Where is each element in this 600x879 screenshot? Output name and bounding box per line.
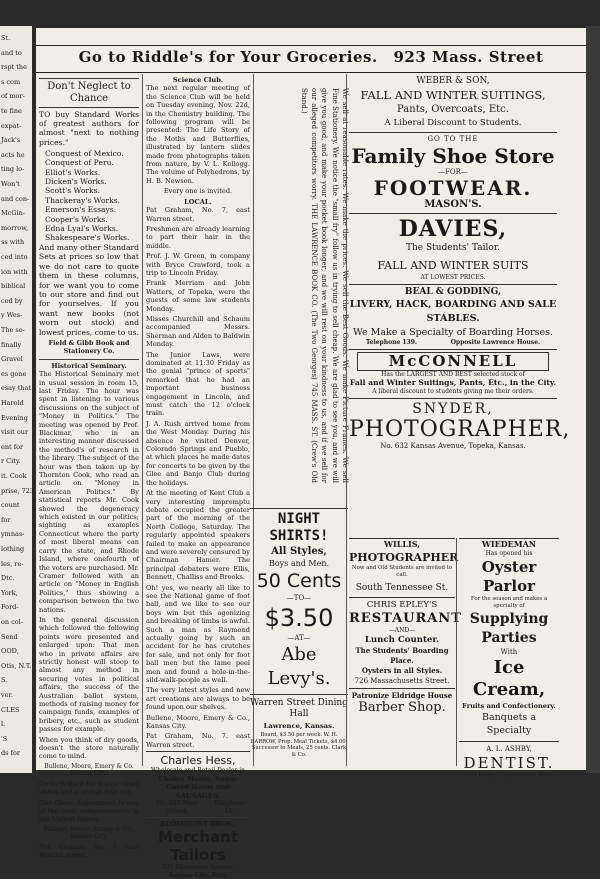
left-page-fragment: les, re- bbox=[1, 559, 24, 568]
left-page-fragment: of mor- bbox=[1, 92, 25, 101]
dentist-addr: Over Dailey's Queensware Store. bbox=[463, 771, 555, 778]
local-item: Pat Graham, No. 7, east Warren street. bbox=[146, 206, 250, 223]
lawrence-book-co-ad: We sell at reasonable rates. We make the prices. We sell the Best Goods. We make Picture Frames. We sell Fine Stationery. We notice the "small fry" follow us in trying to sell cheap. We are glad to see you, and we will give you good, and make your pocket book longer; and we will rest on your kindness to us, and if we sell for our alleged competitors worry. THE LAWRENCE BOOK CO. (The Two Georges) 745 MASS. ST. (Crew's Old Stand.) bbox=[299, 88, 349, 483]
students-tailor: The Students' Tailor. bbox=[405, 243, 501, 253]
fruits-line: Fruits and Confectionery. bbox=[462, 701, 556, 710]
davies-ad bbox=[349, 213, 557, 282]
left-page-fragment: Dtc. bbox=[1, 574, 15, 583]
epley-name: CHRIS EPLEY'S bbox=[349, 597, 455, 611]
beal-name: BEAL & GODDING, bbox=[404, 287, 502, 297]
left-page-fragment: s com bbox=[1, 77, 21, 86]
ad-glove-sig: Bullene, Moore, Emery & Co., Kansas City. bbox=[43, 825, 135, 841]
dining-city: Lawrence, Kansas. bbox=[263, 722, 335, 730]
column-divider-3 bbox=[346, 74, 347, 766]
photographer-title: PHOTOGRAPHER, bbox=[349, 416, 571, 442]
book-binding-edge bbox=[586, 26, 600, 773]
boys-men: Boys and Men. bbox=[268, 559, 330, 568]
pants-line: Pants, Overcoats, Etc. bbox=[397, 104, 509, 115]
banner-top-rule bbox=[36, 45, 586, 46]
banner-bottom-rule bbox=[36, 72, 586, 73]
merchant-addr: 537 Minnesota Avenue, bbox=[162, 864, 234, 872]
science-end: Every one is invited. bbox=[163, 187, 233, 196]
column-divider-1 bbox=[142, 74, 143, 766]
mass-street: 726 Massachusetts Street. bbox=[354, 677, 450, 685]
newspaper-page bbox=[36, 28, 586, 879]
weber-name: WEBER & SON, bbox=[416, 76, 490, 86]
blomquist-ad bbox=[146, 820, 250, 879]
left-page-fragment: ver. bbox=[1, 691, 13, 699]
left-page-fragment: Jack's bbox=[1, 136, 21, 145]
ashby-name: A. L. ASHBY, bbox=[459, 741, 559, 754]
opened-label: Has opened his bbox=[485, 550, 533, 557]
book-title: Dicken's Works. bbox=[45, 177, 107, 187]
oysters-line: Oysters in all Styles. bbox=[361, 666, 443, 675]
local-item: Misses Churchill and Schaum accompanied Messrs. Sherman and Alden to Baldwin Monday. bbox=[146, 314, 250, 349]
mcconnell-note: A liberal discount to students giving me their orders. bbox=[372, 388, 534, 395]
left-page-fragment: acts he bbox=[1, 150, 25, 159]
local-items bbox=[146, 206, 250, 749]
column-local-news bbox=[146, 76, 250, 879]
left-page-fragment: count bbox=[1, 501, 20, 510]
ad-willard: Go to Willard for a nice clean shave and a stylish hair cut. bbox=[39, 779, 139, 797]
dining-hall: Warren Street Dining Hall bbox=[250, 694, 348, 720]
patronize-label: Patronize Eldridge House bbox=[349, 688, 455, 700]
local-item: Frank Merriam and John Watters, of Topeka, were the guests of some law students Monday. bbox=[146, 279, 250, 313]
telephone-label: Telephone 139. bbox=[365, 339, 417, 346]
restaurant-title: RESTAURANT bbox=[349, 611, 462, 626]
previous-page-edge bbox=[0, 26, 35, 773]
left-page-fragment: biblical bbox=[1, 282, 26, 291]
book-title: Shakespeare's Works. bbox=[45, 233, 130, 243]
south-tennessee: South Tennessee St. bbox=[355, 583, 449, 593]
livery-line: LIVERY, HACK, BOARDING AND SALE STABLES. bbox=[349, 299, 557, 324]
merchant-city: Kansas City, Kan. bbox=[168, 871, 228, 879]
grocery-banner bbox=[36, 48, 586, 72]
books-list bbox=[39, 149, 139, 243]
weber-ad bbox=[349, 76, 557, 129]
local-item: J. A. Rush arrived home from the West Monday. During his absence he visited Denver, Colorado Springs and Pueblo, at which places he made dates for concerts to be given by the Glee and Banjo Club during the holidays. bbox=[146, 419, 250, 487]
at-label: —AT— bbox=[287, 634, 311, 642]
willis-photographer: PHOTOGRAPHER bbox=[349, 551, 459, 564]
wiedeman-name: WIEDEMAN bbox=[481, 539, 537, 549]
left-page-fragment: prise, 723 bbox=[1, 486, 35, 495]
left-page-fragment: and con- bbox=[1, 194, 30, 203]
left-page-fragment: on col- bbox=[1, 618, 23, 626]
left-page-fragment: St. bbox=[1, 34, 11, 42]
left-page-fragment: Gravel bbox=[1, 355, 23, 364]
local-item: Prof. J. W. Green, in company with Bryce Crawford, took a trip to Lincoln Friday. bbox=[146, 252, 250, 277]
local-item: The very latest styles and new art creations are always to be found upon our shelves. bbox=[146, 686, 250, 712]
all-styles: All Styles, bbox=[271, 546, 327, 557]
footwear: FOOTWEAR. bbox=[373, 176, 533, 200]
left-page-fragment: es gone bbox=[1, 369, 27, 378]
hess-line: Choice Meats, Sugar Cured Hams and SAUSAGES, bbox=[158, 774, 238, 800]
left-page-fragment: ss with bbox=[1, 238, 25, 247]
left-page-fragment: lothing bbox=[1, 545, 25, 553]
book-title: Conquest of Mexico. bbox=[45, 148, 124, 158]
mcconnell-line: Fall and Winter Suitings, Pants, Etc., in the City. bbox=[349, 378, 557, 387]
local-heading: LOCAL. bbox=[184, 197, 212, 206]
column-divider-4 bbox=[456, 538, 457, 766]
mcconnell-sub: Has the LARGEST AND BEST selected stock of bbox=[381, 370, 525, 378]
left-page-fragment: ting lo- bbox=[1, 165, 25, 174]
lunch-counter: Lunch Counter. bbox=[364, 635, 440, 645]
snyder-ad bbox=[349, 398, 571, 451]
local-item: The Junior Laws, were dominated at 11:30 Friday as the genial "prince of sports" remarked that he had an important business engagement in Lincoln, and must catch the 12 o'clock train. bbox=[146, 350, 250, 418]
left-page-fragment: te fine bbox=[1, 107, 22, 115]
mcconnell-ad bbox=[349, 349, 557, 396]
price-50: 50 Cents bbox=[256, 570, 342, 592]
oyster-parlor: Oyster Parlor bbox=[481, 557, 537, 595]
hess-sub: Wholesale and Retail Dealer in bbox=[150, 767, 246, 775]
left-page-fragment: rspt the bbox=[1, 63, 27, 72]
book-title: Edna Lyal's Works. bbox=[45, 224, 119, 234]
left-page-fragment: it. Cook bbox=[1, 472, 27, 480]
snyder-name: SNYDER, bbox=[412, 400, 494, 417]
ad-glove: Our Glove department is one of the most comprehensive in the United States. bbox=[39, 798, 139, 824]
family-shoe-store: Family Shoe Store bbox=[351, 144, 555, 168]
dining-fine-print: Board, $3.50 per week. W. H. BARROW, Prop. Meal Tickets, $4.00. Successor to Meals, 25 cents. Clark & Co. bbox=[250, 732, 348, 758]
left-page-fragment: 'S bbox=[1, 734, 8, 743]
dentist-title: DENTIST. bbox=[463, 753, 555, 772]
fall-winter-suits: FALL AND WINTER SUITS bbox=[377, 259, 529, 272]
local-item: Freshmen are already learning to part their hair in the middle. bbox=[146, 224, 250, 250]
books-closing: And many other Standard Sets at prices so low that we do not care to quote them in these columns, for we want you to come to our store and find out for yourselves. If you want new books (not worn out stock) and lowest prices, come to us. bbox=[39, 242, 139, 337]
abe-levys: Abe Levy's. bbox=[267, 644, 331, 689]
seminary-heading: Historical Seminary. bbox=[39, 359, 139, 370]
beal-godding-ad bbox=[349, 284, 557, 347]
seminary-text-2: In the general discussion which followed the following points were presented and enlarged upon: That men who in private affairs are strictly honest will stoop to almost any method in securing votes in political affairs, the success of the Australian ballot system, methods of raising money for campaign funds, examples of bribery, etc., such as student passes for example. bbox=[39, 615, 139, 734]
left-page-fragment: ced by bbox=[1, 296, 23, 305]
book-title: Elliot's Works. bbox=[45, 167, 101, 177]
left-page-fragment: and to bbox=[1, 48, 22, 57]
night-shirts: NIGHT SHIRTS! bbox=[269, 511, 329, 544]
left-page-fragment: r City. bbox=[1, 457, 21, 466]
willis-note: Now and Old Students are invited to call. bbox=[351, 565, 453, 578]
book-title: Emerson's Essays. bbox=[45, 205, 117, 215]
books-intro: TO buy Standard Works of greatest authors for almost "next to nothing prices." bbox=[39, 110, 139, 147]
willis-name: WILLIS, bbox=[384, 539, 420, 549]
left-page-fragment: ymnas- bbox=[1, 530, 25, 539]
hess-ad bbox=[146, 751, 250, 818]
column-willis bbox=[349, 538, 462, 766]
left-page-fragment: ent for bbox=[1, 442, 24, 451]
shoe-store-ad bbox=[349, 132, 557, 211]
column-books bbox=[39, 76, 139, 860]
discount-line: A Liberal Discount to Students. bbox=[384, 118, 522, 128]
left-page-fragment: esay that bbox=[1, 384, 32, 393]
local-item: At the meeting of Kent Club a very interesting impromptu debate occupied the greater part of the morning of the North College, Saturday. The regularly appointed speakers failed to make an appearance and were severely censured by Chairman Hamer. The principal debaters were Ellis, Bennett, Challiss and Brooks. bbox=[146, 489, 250, 582]
hess-name: Charles Hess, bbox=[160, 754, 236, 768]
science-text: The next regular meeting of the Science Club will be held on Tuesday evening, Nov. 22d, in the Chemistry building. The following program will be presented: The Life Story of the Moths and Butterflies, illustrated by lantern slides made from photographs taken from nature, by V. L. Kellogg. The volume of Polyhedrons, by H. B. Newson. bbox=[146, 84, 250, 185]
local-item: Oh! yes, we nearly all like to see the National game of foot ball, and we like to see our boys win but this agonizing and breaking of limbs is awful. Such a man as Raymond actually going by such an accident for he has crutches for sale, and not only for foot ball men but the lame peel men and found a hole-in-the-sild-walk-people as well. bbox=[146, 583, 250, 685]
to-label: —TO— bbox=[286, 594, 312, 602]
left-page-fragment: l. bbox=[1, 720, 6, 729]
science-heading: Science Club. bbox=[172, 76, 224, 84]
column-wiedeman bbox=[459, 538, 559, 778]
left-page-fragment: Ford- bbox=[1, 603, 19, 612]
dont-neglect-heading: Don't Neglect to Chance bbox=[39, 78, 139, 108]
local-item: Pat Graham, No. 7. east Warren street. bbox=[146, 732, 250, 749]
opposite-label: Opposite Lawrence House. bbox=[450, 339, 541, 346]
left-page-fragment: York, bbox=[1, 588, 18, 597]
snyder-address: No. 632 Kansas Avenue, Topeka, Kansas. bbox=[380, 441, 526, 450]
left-page-fragment: The so- bbox=[1, 326, 25, 334]
left-page-fragment: visit our bbox=[1, 428, 29, 437]
left-page-fragment: S. bbox=[1, 676, 8, 685]
left-page-fragment: ds for bbox=[1, 749, 20, 758]
oyster-note: For the season and makes a specialty of bbox=[470, 595, 548, 609]
firm-name: Field & Gibb Book and Stationery Co. bbox=[48, 338, 130, 356]
specialty-line: We Make a Specialty of Boarding Horses. bbox=[352, 327, 554, 338]
left-page-fragment: Evening bbox=[1, 413, 28, 422]
lowest-prices: AT LOWEST PRICES. bbox=[420, 274, 486, 281]
left-page-fragment: Send bbox=[1, 632, 18, 641]
left-page-fragment: McGin- bbox=[1, 209, 25, 218]
seminary-text: The Historical Seminary met in usual session in room 15, last Friday. The hour was spent in listening to various discussions on the subject of "Money in Politics." The meeting was opened by Prof. Blackmar, who in an interesting manner discussed the method's of research in the library. The subject of the hour was then taken up by Thornton Cook, who read an article on "Money in American Politics." By statistical reports Mr. Cook showed the degeneracy which existed in our politics; sighting as examples Connecticut where the party of most liberal means can carry the state, and Rhode Island, where onefourth of the voters are purchased. Mr. Cramer followed with an article on "Money in English Politics," thus showing a comparison between the two nations. bbox=[39, 370, 139, 614]
left-page-fragment: Won't bbox=[1, 180, 20, 188]
vertical-ad-wrap bbox=[258, 88, 350, 483]
ad-dry-goods: When you think of dry goods, doesn't the store naturally come to mind. bbox=[39, 735, 139, 761]
local-item: Bullene, Moore, Emery & Co., Kansas City. bbox=[146, 713, 250, 731]
banner-right: 923 Mass. Street bbox=[393, 48, 544, 66]
book-title: Conquest of Peru. bbox=[45, 158, 114, 168]
hess-addr: No. 927 Mass Street. bbox=[156, 800, 199, 815]
ad-graham: Pat. Graham, No. 7, east Warren street. bbox=[39, 842, 139, 860]
boarding-place: The Students' Boarding Place. bbox=[355, 646, 449, 665]
left-page-fragment: y Wes- bbox=[1, 311, 23, 320]
price-350: $3.50 bbox=[264, 604, 334, 632]
with-label: With bbox=[500, 647, 518, 656]
masons: MASON'S. bbox=[424, 199, 482, 210]
left-page-fragment: expat- bbox=[1, 121, 22, 130]
fall-suitings: FALL AND WINTER SUITINGS, bbox=[360, 88, 546, 102]
hess-tel: Telephone 14. bbox=[213, 800, 245, 815]
blomquist-name: BLOMQUIST BROS., bbox=[160, 820, 236, 828]
ad-dry-goods-sig: Bullene, Moore, Emery & Co. Kansas City. bbox=[44, 762, 134, 778]
banner-left: Go to Riddle's for Your Groceries. bbox=[78, 48, 378, 66]
left-page-fragment: ced into bbox=[1, 253, 28, 261]
ice-cream: Ice Cream, bbox=[472, 656, 546, 700]
left-page-fragment: Harold bbox=[1, 399, 24, 407]
book-title: Thackeray's Works. bbox=[45, 195, 121, 205]
and-label: —AND— bbox=[388, 627, 416, 634]
book-title: Scott's Works. bbox=[45, 186, 100, 196]
mcconnell-name: McCONNELL bbox=[357, 352, 549, 371]
left-page-fragment: Otis, N.T. bbox=[1, 661, 32, 670]
goto-label: GO TO THE bbox=[427, 135, 479, 143]
book-title: Cooper's Works. bbox=[45, 214, 108, 224]
left-page-fragment: CLES bbox=[1, 705, 20, 714]
left-page-fragment: morrow, bbox=[1, 223, 29, 232]
left-page-fragment: OOD, bbox=[1, 647, 19, 656]
banquets-line: Banquets a Specialty bbox=[482, 711, 536, 736]
left-page-fragment: finally bbox=[1, 340, 22, 349]
davies-name: DAVIES, bbox=[398, 216, 508, 242]
left-page-fragment: ion with bbox=[1, 267, 28, 276]
left-page-fragment: for bbox=[1, 515, 11, 524]
merchant-tailors: Merchant Tailors bbox=[157, 828, 239, 865]
for-label: —FOR— bbox=[438, 168, 468, 176]
supplying-parties: Supplying Parties bbox=[469, 610, 549, 646]
column-shirts bbox=[250, 508, 348, 766]
barber-shop: Barber Shop. bbox=[358, 700, 446, 715]
